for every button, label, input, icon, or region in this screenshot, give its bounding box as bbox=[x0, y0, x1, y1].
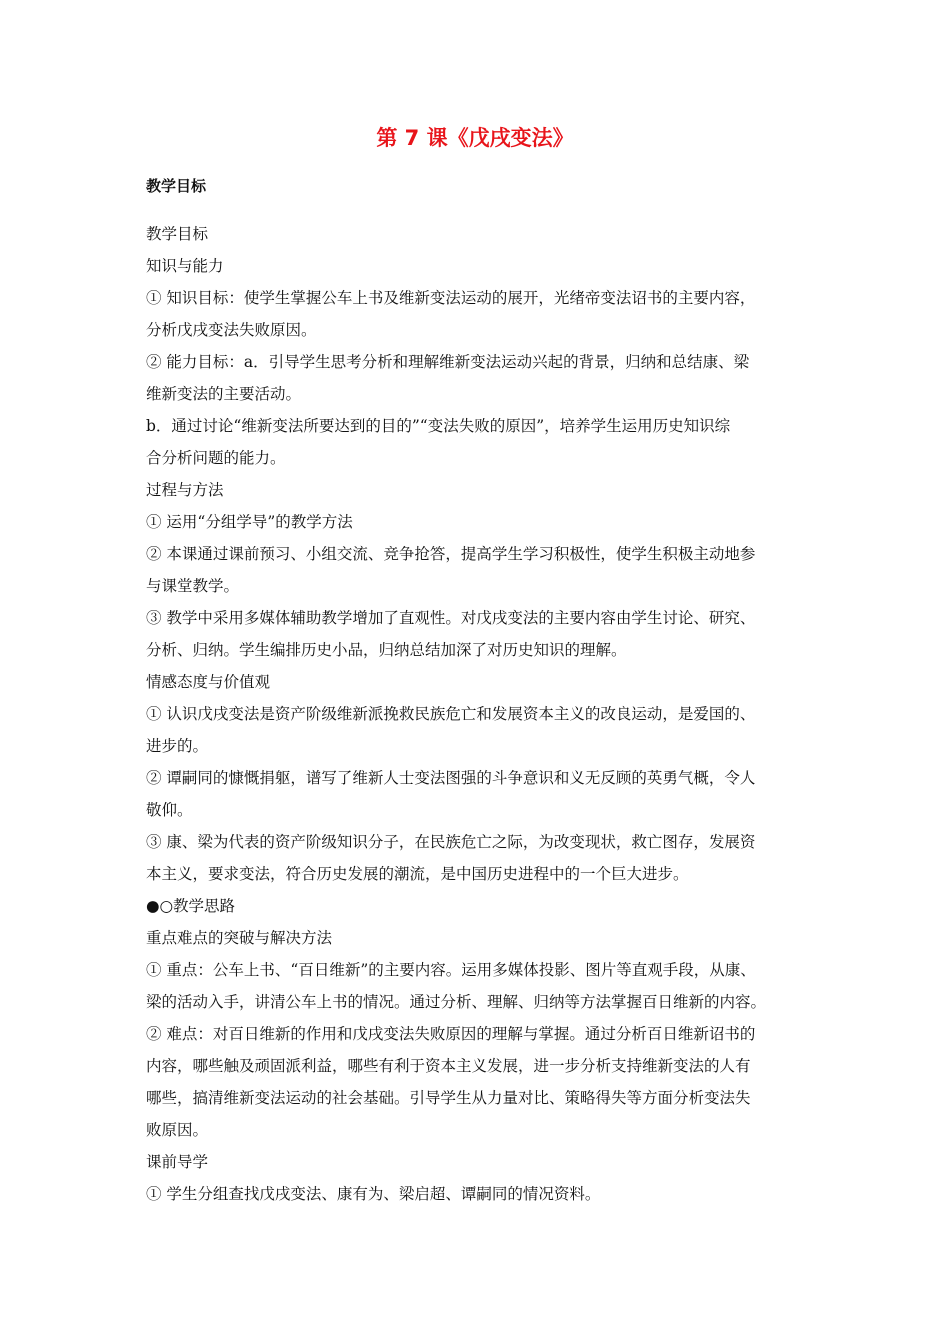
text-line: ① 知识目标：使学生掌握公车上书及维新变法运动的展开，光绪帝变法诏书的主要内容， bbox=[146, 289, 756, 307]
text-line: 维新变法的主要活动。 bbox=[146, 385, 302, 403]
text-line: ② 能力目标：a．引导学生思考分析和理解维新变法运动兴起的背景，归纳和总结康、梁 bbox=[146, 353, 750, 371]
text-line: ① 重点：公车上书、“百日维新”的主要内容。运用多媒体投影、图片等直观手段，从康、 bbox=[146, 961, 756, 979]
text-line: 与课堂教学。 bbox=[146, 577, 240, 595]
text-line: 课前导学 bbox=[146, 1153, 209, 1171]
text-line: 分析、归纳。学生编排历史小品，归纳总结加深了对历史知识的理解。 bbox=[146, 641, 627, 659]
text-line: 进步的。 bbox=[146, 737, 209, 755]
text-line: ③ 康、梁为代表的资产阶级知识分子，在民族危亡之际，为改变现状，救亡图存，发展资 bbox=[146, 833, 756, 851]
text-line: ③ 教学中采用多媒体辅助教学增加了直观性。对戊戌变法的主要内容由学生讨论、研究、 bbox=[146, 609, 756, 627]
text-line: 敬仰。 bbox=[146, 801, 193, 819]
text-line: 合分析问题的能力。 bbox=[146, 449, 286, 467]
text-line: 梁的活动入手，讲清公车上书的情况。通过分析、理解、归纳等方法掌握百日维新的内容。 bbox=[146, 993, 767, 1011]
text-line: 过程与方法 bbox=[146, 481, 224, 499]
text-line: ② 谭嗣同的慷慨捐躯，谱写了维新人士变法图强的斗争意识和义无反顾的英勇气概，令人 bbox=[146, 769, 756, 787]
text-line: ① 运用“分组学导”的教学方法 bbox=[146, 513, 353, 531]
text-line: 知识与能力 bbox=[146, 257, 224, 275]
text-line: ① 学生分组查找戊戌变法、康有为、梁启超、谭嗣同的情况资料。 bbox=[146, 1185, 601, 1203]
text-line: 分析戊戌变法失败原因。 bbox=[146, 321, 317, 339]
document-body bbox=[146, 218, 816, 1210]
text-line: 重点难点的突破与解决方法 bbox=[146, 929, 333, 947]
text-line: ② 本课通过课前预习、小组交流、竞争抢答，提高学生学习积极性，使学生积极主动地参 bbox=[146, 545, 756, 563]
text-line: 教学目标 bbox=[146, 225, 209, 243]
text-line: 内容，哪些触及顽固派利益，哪些有利于资本主义发展，进一步分析支持维新变法的人有 bbox=[146, 1057, 751, 1075]
text-line: 本主义，要求变法，符合历史发展的潮流，是中国历史进程中的一个巨大进步。 bbox=[146, 865, 689, 883]
document-title: 第 7 课《戊戌变法》 bbox=[376, 126, 574, 150]
text-line: ① 认识戊戌变法是资产阶级维新派挽救民族危亡和发展资本主义的改良运动，是爱国的、 bbox=[146, 705, 756, 723]
text-line: ② 难点：对百日维新的作用和戊戌变法失败原因的理解与掌握。通过分析百日维新诏书的 bbox=[146, 1025, 756, 1043]
section-heading: 教学目标 bbox=[146, 177, 207, 195]
text-line: 败原因。 bbox=[146, 1121, 209, 1139]
text-line: 情感态度与价值观 bbox=[146, 673, 271, 691]
text-line: 哪些，搞清维新变法运动的社会基础。引导学生从力量对比、策略得失等方面分析变法失 bbox=[146, 1089, 751, 1107]
text-line: b．通过讨论“维新变法所要达到的目的”“变法失败的原因”，培养学生运用历史知识综 bbox=[146, 417, 731, 435]
text-line: ●○教学思路 bbox=[146, 897, 236, 915]
